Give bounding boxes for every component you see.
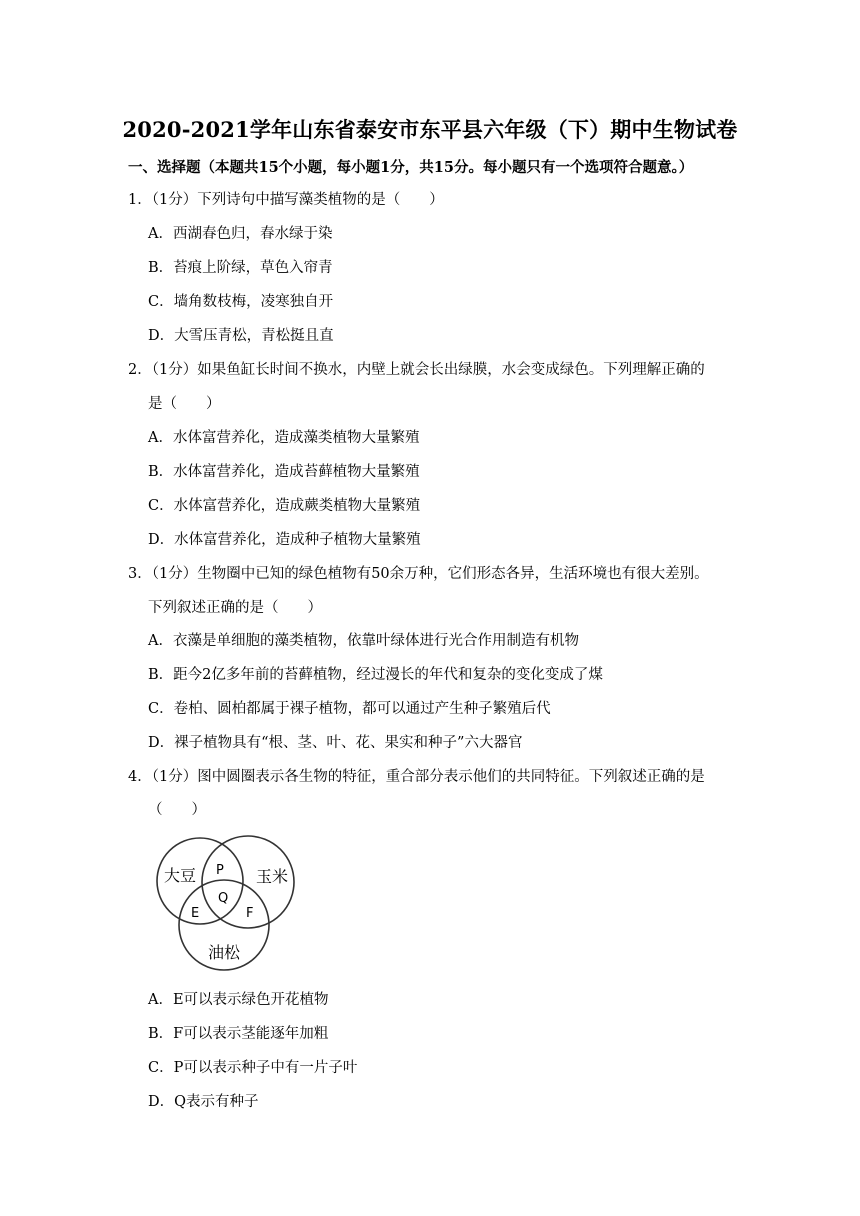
question-1-option-d[interactable]: D．大雪压青松，青松挺且直: [148, 328, 334, 344]
section-heading: 一、选择题（本题共15个小题，每小题1分，共15分。每小题只有一个选项符合题意。）: [128, 159, 694, 176]
question-3-stem-continued: 下列叙述正确的是（ ）: [148, 600, 322, 616]
venn-diagram: [150, 834, 302, 972]
question-2-option-d[interactable]: D．水体富营养化，造成种子植物大量繁殖: [148, 532, 421, 548]
venn-region-p: P: [216, 863, 224, 878]
question-4-option-c[interactable]: C．P可以表示种子中有一片子叶: [148, 1060, 358, 1076]
question-4-option-a[interactable]: A．E可以表示绿色开花植物: [148, 992, 329, 1008]
question-4-stem: 4．（1分）图中圆圈表示各生物的特征，重合部分表示他们的共同特征。下列叙述正确的是: [128, 769, 705, 785]
question-3-option-b[interactable]: B．距今2亿多年前的苔藓植物，经过漫长的年代和复杂的变化变成了煤: [148, 667, 603, 683]
question-2-option-c[interactable]: C．水体富营养化，造成蕨类植物大量繁殖: [148, 498, 421, 514]
question-3-option-c[interactable]: C．卷柏、圆柏都属于裸子植物，都可以通过产生种子繁殖后代: [148, 701, 551, 717]
venn-label-soybean: 大豆: [164, 866, 197, 885]
venn-region-q: Q: [218, 891, 229, 906]
question-1-option-c[interactable]: C．墙角数枝梅，凌寒独自开: [148, 294, 334, 310]
question-3-option-a[interactable]: A．衣藻是单细胞的藻类植物，依靠叶绿体进行光合作用制造有机物: [148, 633, 579, 649]
question-3-stem: 3．（1分）生物圈中已知的绿色植物有50余万种，它们形态各异，生活环境也有很大差别。: [128, 566, 709, 582]
question-2-option-b[interactable]: B．水体富营养化，造成苔藓植物大量繁殖: [148, 464, 420, 480]
question-1-stem: 1．（1分）下列诗句中描写藻类植物的是（ ）: [128, 192, 444, 208]
question-2-option-a[interactable]: A．水体富营养化，造成藻类植物大量繁殖: [148, 430, 420, 446]
venn-label-pine: 油松: [208, 943, 241, 962]
venn-region-f: F: [246, 906, 254, 921]
question-4-option-b[interactable]: B．F可以表示茎能逐年加粗: [148, 1026, 329, 1042]
exam-title: 2020-2021学年山东省泰安市东平县六年级（下）期中生物试卷: [122, 117, 738, 142]
question-4-stem-continued: （ ）: [148, 802, 206, 818]
question-1-option-b[interactable]: B．苔痕上阶绿，草色入帘青: [148, 260, 333, 276]
question-3-option-d[interactable]: D．裸子植物具有“根、茎、叶、花、果实和种子”六大器官: [148, 735, 523, 751]
venn-label-corn: 玉米: [256, 867, 289, 886]
venn-region-e: E: [191, 906, 200, 921]
question-4-option-d[interactable]: D．Q表示有种子: [148, 1094, 259, 1110]
question-2-stem: 2．（1分）如果鱼缸长时间不换水，内壁上就会长出绿膜，水会变成绿色。下列理解正确的: [128, 362, 705, 378]
question-2-stem-continued: 是（ ）: [148, 396, 221, 412]
question-1-option-a[interactable]: A．西湖春色归，春水绿于染: [148, 226, 333, 242]
